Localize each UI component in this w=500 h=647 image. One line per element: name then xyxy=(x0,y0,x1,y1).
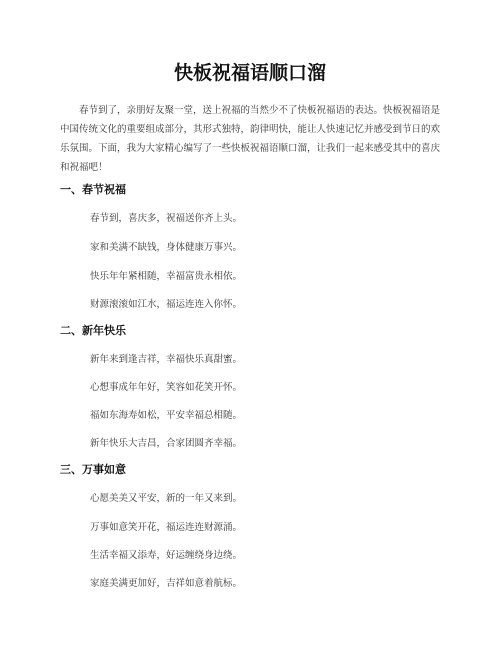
verse-line: 新年快乐大吉昌，合家团圆齐幸福。 xyxy=(90,438,243,449)
section-heading-new-year: 二、新年快乐 xyxy=(60,324,126,337)
verse-line: 福如东海寿如松，平安幸福总相随。 xyxy=(90,410,243,421)
section-heading-spring-festival: 一、春节祝福 xyxy=(60,183,126,196)
verse-line: 心想事成年年好，笑容如花笑开怀。 xyxy=(90,382,243,393)
verse-line: 新年来到逢吉祥，幸福快乐真甜蜜。 xyxy=(90,354,243,365)
verse-line: 生活幸福又添寿，好运缠绕身边绕。 xyxy=(90,550,243,561)
section-heading-wishes: 三、万事如意 xyxy=(60,463,126,476)
verse-line: 家庭美满更加好，吉祥如意着航标。 xyxy=(90,578,243,589)
verse-line: 心愿美美又平安，新的一年又来到。 xyxy=(90,493,243,504)
verse-line: 家和美满不缺钱，身体健康万事兴。 xyxy=(90,242,243,253)
intro-paragraph: 春节到了，亲朋好友聚一堂，送上祝福的当然少不了快板祝福语的表达。快板祝福语是中国传统文化的重要组成部分，其形式独特，韵律明快，能让人快速记忆并感受到节日的欢乐氛围。下面，我为大家精心编写了一些快板祝福语顺口溜，让我们一起来感受其中的喜庆和祝福吧！ xyxy=(60,105,441,173)
verse-line: 财源滚滚如江水，福运连连入你怀。 xyxy=(90,299,243,310)
document-title: 快板祝福语顺口溜 xyxy=(173,62,326,84)
verse-line: 春节到，喜庆多，祝福送你齐上头。 xyxy=(90,213,243,224)
verse-line: 快乐年年紧相随，幸福富贵永相依。 xyxy=(90,271,243,282)
verse-line: 万事如意笑开花，福运连连财源涌。 xyxy=(90,522,243,533)
